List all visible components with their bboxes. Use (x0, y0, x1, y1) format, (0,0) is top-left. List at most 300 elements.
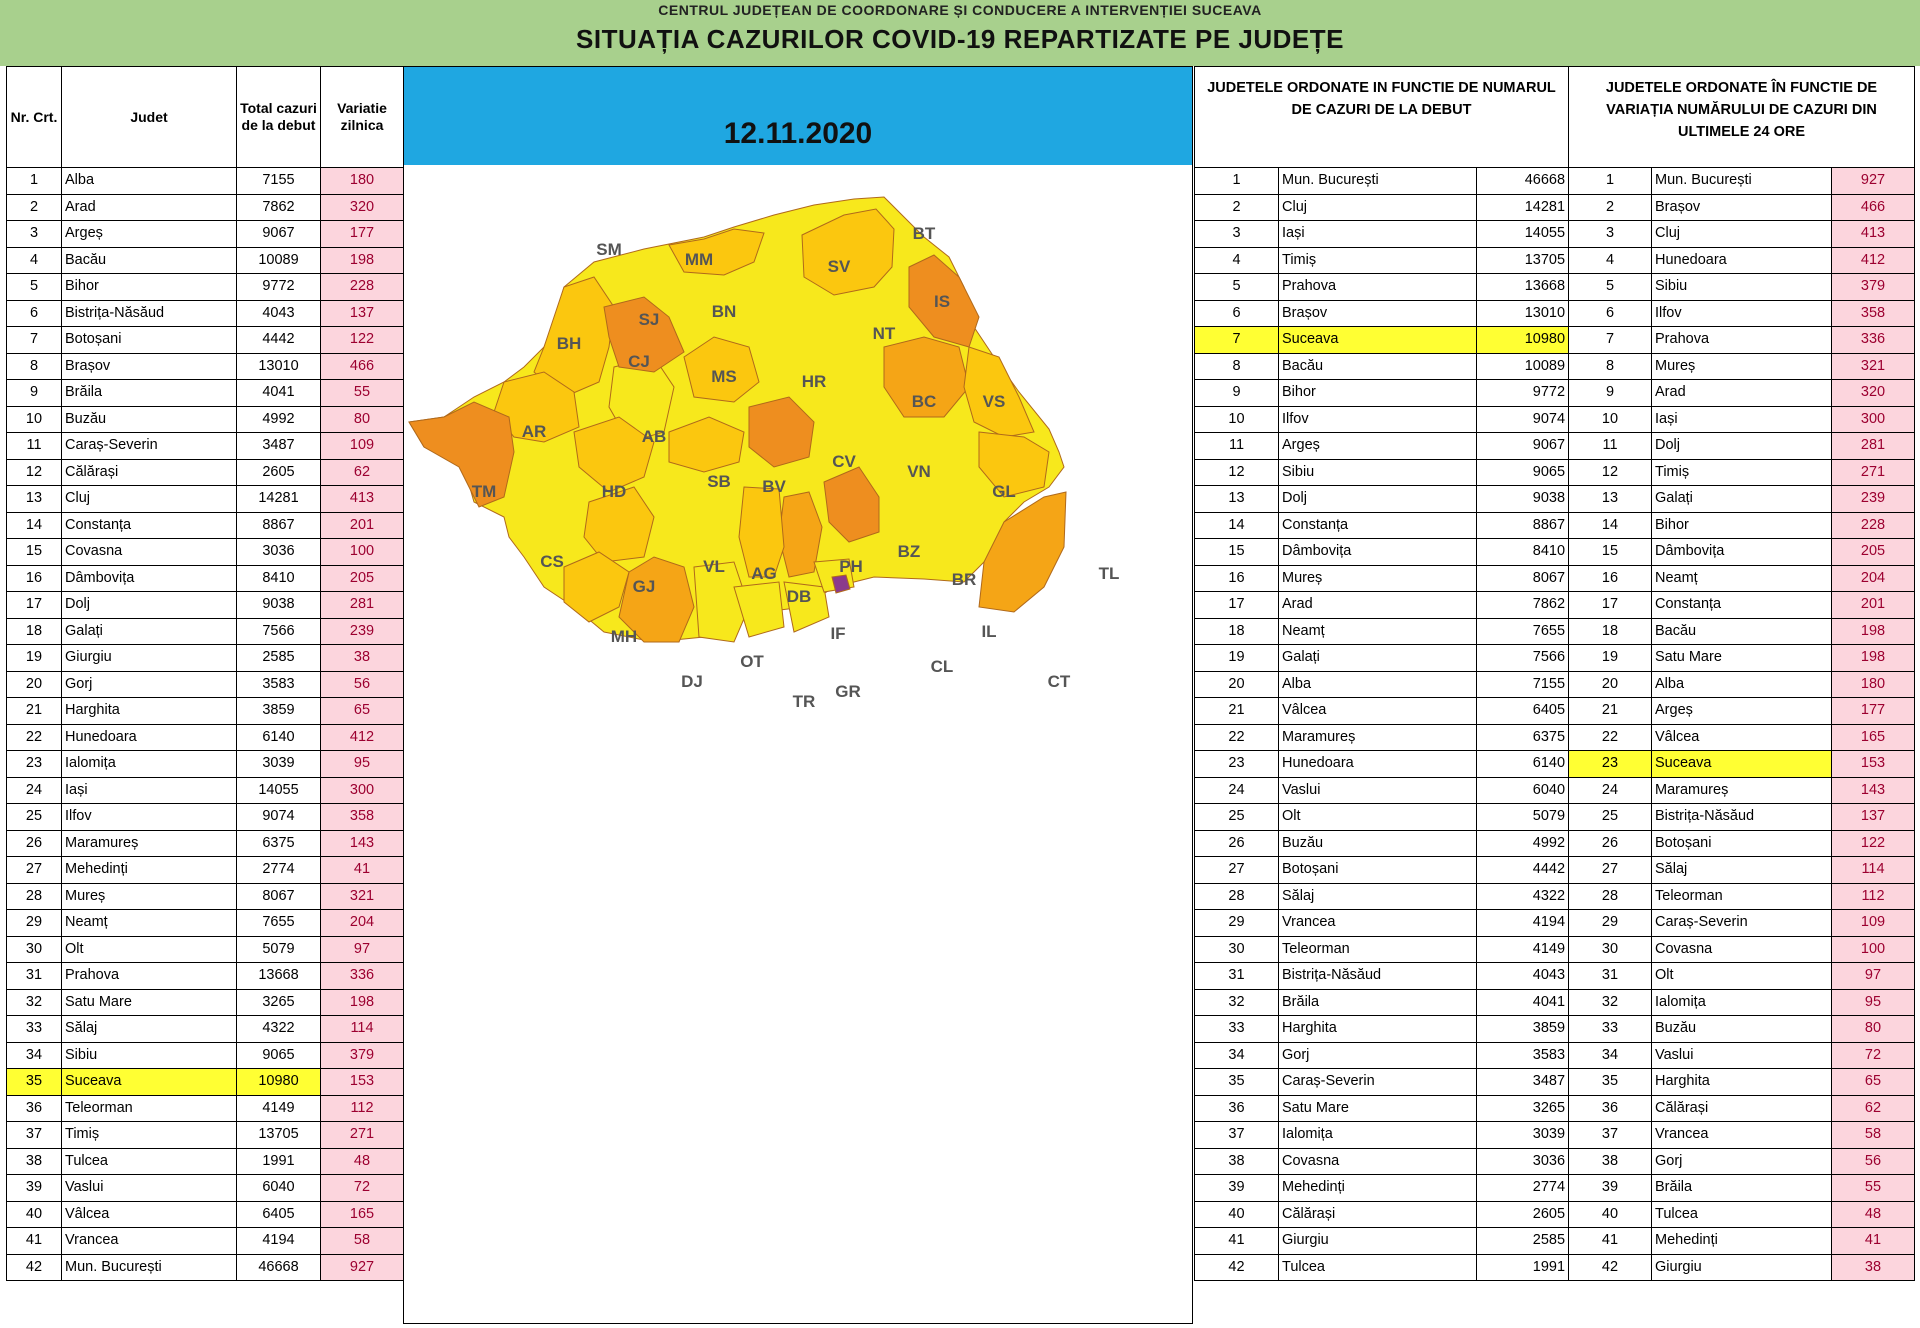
rank: 26 (1569, 830, 1652, 857)
table-row (1569, 804, 1915, 831)
row-number: 35 (7, 1069, 62, 1096)
table-row (1569, 486, 1915, 513)
total-cases: 4442 (237, 327, 321, 354)
daily-variation: 198 (1832, 645, 1915, 672)
daily-variation: 228 (321, 274, 404, 301)
county-name: Brăila (62, 380, 237, 407)
row-number: 29 (7, 910, 62, 937)
daily-variation: 122 (1832, 830, 1915, 857)
county-name: Brașov (62, 353, 237, 380)
table-row (1195, 247, 1569, 274)
row-number: 14 (7, 512, 62, 539)
table-row (7, 618, 404, 645)
county-name: Caraș-Severin (1279, 1069, 1477, 1096)
county-name: Alba (1652, 671, 1832, 698)
daily-variation: 379 (1832, 274, 1915, 301)
daily-variation: 413 (1832, 221, 1915, 248)
rank: 21 (1569, 698, 1652, 725)
daily-variation: 201 (1832, 592, 1915, 619)
table-row (7, 724, 404, 751)
county-label-bc: BC (911, 392, 937, 411)
county-name: Cluj (1652, 221, 1832, 248)
rank: 1 (1195, 168, 1279, 195)
county-name: Iași (1279, 221, 1477, 248)
table-row (1195, 1175, 1569, 1202)
table-row (1569, 168, 1915, 195)
table-row (7, 565, 404, 592)
county-name: Călărași (62, 459, 237, 486)
table-row (1195, 327, 1569, 354)
county-name: Iași (62, 777, 237, 804)
county-name: Ilfov (1279, 406, 1477, 433)
total-cases: 4041 (1477, 989, 1569, 1016)
county-label-sj: SJ (638, 310, 660, 329)
total-cases: 8067 (1477, 565, 1569, 592)
mid-table-panel (1194, 66, 1569, 1281)
row-number: 39 (7, 1175, 62, 1202)
daily-variation: 41 (321, 857, 404, 884)
total-cases: 9074 (1477, 406, 1569, 433)
rank: 19 (1569, 645, 1652, 672)
row-number: 2 (7, 194, 62, 221)
county-label-ot: OT (740, 652, 764, 671)
ranking-variation-header-text: JUDETELE ORDONATE ÎN FUNCTIE DE VARIAȚIA NUMĂRULUI DE CAZURI DIN ULTIMELE 24 ORE (1605, 80, 1878, 140)
county-name: Gorj (1652, 1148, 1832, 1175)
county-name: Giurgiu (1652, 1254, 1832, 1281)
row-number: 8 (7, 353, 62, 380)
total-cases: 46668 (237, 1254, 321, 1281)
county-name: Ialomița (62, 751, 237, 778)
county-name: Vrancea (1279, 910, 1477, 937)
county-name: Caraș-Severin (1652, 910, 1832, 937)
rank: 18 (1569, 618, 1652, 645)
rank: 34 (1195, 1042, 1279, 1069)
county-name: Sibiu (62, 1042, 237, 1069)
total-cases: 3859 (237, 698, 321, 725)
county-label-mh: MH (610, 627, 638, 646)
table-row (1195, 486, 1569, 513)
rank: 13 (1195, 486, 1279, 513)
total-cases: 8410 (1477, 539, 1569, 566)
total-cases: 3859 (1477, 1016, 1569, 1043)
table-row (7, 883, 404, 910)
county-label-mm: MM (684, 250, 714, 269)
county-name: Mun. București (1652, 168, 1832, 195)
row-number: 10 (7, 406, 62, 433)
table-row (1569, 777, 1915, 804)
total-cases: 6040 (1477, 777, 1569, 804)
table-row (1569, 724, 1915, 751)
county-label-b: B (829, 650, 835, 659)
county-name: Gorj (1279, 1042, 1477, 1069)
county-name: Bacău (62, 247, 237, 274)
county-name: Olt (1652, 963, 1832, 990)
county-name: Olt (62, 936, 237, 963)
county-name: Dâmbovița (1279, 539, 1477, 566)
table-row (1569, 1095, 1915, 1122)
row-number: 41 (7, 1228, 62, 1255)
rank: 22 (1195, 724, 1279, 751)
daily-variation: 114 (1832, 857, 1915, 884)
table-row (7, 1042, 404, 1069)
table-row (7, 1254, 404, 1281)
row-number: 26 (7, 830, 62, 857)
rank: 41 (1569, 1228, 1652, 1255)
table-row (1569, 406, 1915, 433)
daily-variation: 65 (1832, 1069, 1915, 1096)
total-cases: 10089 (1477, 353, 1569, 380)
county-name: Mehedinți (1279, 1175, 1477, 1202)
county-name: Vrancea (1652, 1122, 1832, 1149)
rank: 15 (1195, 539, 1279, 566)
row-number: 16 (7, 565, 62, 592)
rank: 20 (1195, 671, 1279, 698)
total-cases: 3583 (1477, 1042, 1569, 1069)
county-name: Covasna (1279, 1148, 1477, 1175)
daily-variation: 321 (1832, 353, 1915, 380)
table-row (1195, 804, 1569, 831)
county-name: Maramureș (62, 830, 237, 857)
county-name: Dâmbovița (1652, 539, 1832, 566)
county-name: Timiș (1652, 459, 1832, 486)
table-row (7, 1122, 404, 1149)
table-row (1569, 936, 1915, 963)
daily-variation: 143 (1832, 777, 1915, 804)
table-row (1569, 565, 1915, 592)
daily-variation: 412 (1832, 247, 1915, 274)
row-number: 13 (7, 486, 62, 513)
county-name: Sălaj (1279, 883, 1477, 910)
total-cases: 13668 (237, 963, 321, 990)
county-name: Teleorman (1652, 883, 1832, 910)
table-row (7, 989, 404, 1016)
rank: 12 (1195, 459, 1279, 486)
county-label-bz: BZ (897, 542, 921, 561)
table-row (7, 671, 404, 698)
county-label-sv: SV (827, 257, 851, 276)
county-name: Ilfov (62, 804, 237, 831)
table-row (1569, 698, 1915, 725)
county-name: Mehedinți (62, 857, 237, 884)
daily-variation: 56 (321, 671, 404, 698)
table-row (1569, 539, 1915, 566)
county-name: Timiș (62, 1122, 237, 1149)
row-number: 4 (7, 247, 62, 274)
rank: 42 (1569, 1254, 1652, 1281)
rank: 8 (1569, 353, 1652, 380)
county-name: Neamț (1652, 565, 1832, 592)
daily-variation: 271 (1832, 459, 1915, 486)
table-row (7, 1175, 404, 1202)
county-name: Suceava (1652, 751, 1832, 778)
total-cases: 3036 (1477, 1148, 1569, 1175)
total-cases: 2605 (237, 459, 321, 486)
county-name: Prahova (62, 963, 237, 990)
county-name: Arad (1652, 380, 1832, 407)
table-row (7, 353, 404, 380)
table-row (7, 247, 404, 274)
table-row (7, 1148, 404, 1175)
daily-variation: 413 (321, 486, 404, 513)
rank: 36 (1195, 1095, 1279, 1122)
table-row (1195, 592, 1569, 619)
table-row (1195, 380, 1569, 407)
table-row (1569, 459, 1915, 486)
county-label-vn: VN (907, 462, 931, 481)
county-name: Tulcea (1279, 1254, 1477, 1281)
rank: 5 (1195, 274, 1279, 301)
row-number: 12 (7, 459, 62, 486)
total-cases: 9038 (1477, 486, 1569, 513)
report-date: 12.11.2020 (723, 117, 873, 150)
county-name: Dolj (1279, 486, 1477, 513)
row-number: 9 (7, 380, 62, 407)
total-cases: 3036 (237, 539, 321, 566)
county-name: Tulcea (62, 1148, 237, 1175)
table-row (7, 698, 404, 725)
table-row (1569, 1228, 1915, 1255)
county-name: Bacău (1279, 353, 1477, 380)
county-name: Vaslui (1652, 1042, 1832, 1069)
county-label-ab: AB (641, 427, 667, 446)
county-name: Brașov (1652, 194, 1832, 221)
row-number: 19 (7, 645, 62, 672)
table-row (1195, 1069, 1569, 1096)
table-row (1195, 512, 1569, 539)
total-cases: 9074 (237, 804, 321, 831)
table-row (1569, 1201, 1915, 1228)
daily-variation: 320 (321, 194, 404, 221)
rank: 30 (1569, 936, 1652, 963)
table-row (1195, 936, 1569, 963)
daily-variation: 198 (321, 247, 404, 274)
total-cases: 7862 (237, 194, 321, 221)
daily-variation: 180 (321, 168, 404, 195)
total-cases: 4149 (237, 1095, 321, 1122)
rank: 24 (1195, 777, 1279, 804)
county-name: Maramureș (1279, 724, 1477, 751)
total-cases: 8867 (237, 512, 321, 539)
county-name: Mehedinți (1652, 1228, 1832, 1255)
county-name: Arad (62, 194, 237, 221)
rank: 1 (1569, 168, 1652, 195)
daily-variation: 336 (1832, 327, 1915, 354)
daily-variation: 137 (1832, 804, 1915, 831)
total-cases: 6140 (237, 724, 321, 751)
rank: 28 (1195, 883, 1279, 910)
daily-variation: 177 (1832, 698, 1915, 725)
total-cases: 3265 (237, 989, 321, 1016)
total-cases: 13010 (237, 353, 321, 380)
table-row (1195, 433, 1569, 460)
rank: 9 (1195, 380, 1279, 407)
table-row (7, 380, 404, 407)
total-cases: 5079 (237, 936, 321, 963)
total-cases: 14055 (1477, 221, 1569, 248)
county-name: Hunedoara (1652, 247, 1832, 274)
rank: 41 (1195, 1228, 1279, 1255)
county-name: Buzău (1279, 830, 1477, 857)
total-cases: 4992 (1477, 830, 1569, 857)
daily-variation: 281 (1832, 433, 1915, 460)
total-cases: 4194 (237, 1228, 321, 1255)
county-label-ar: AR (521, 422, 547, 441)
total-cases: 9065 (1477, 459, 1569, 486)
daily-variation: 271 (321, 1122, 404, 1149)
county-name: Buzău (62, 406, 237, 433)
table-row (7, 1201, 404, 1228)
daily-variation: 112 (1832, 883, 1915, 910)
table-row (1195, 221, 1569, 248)
county-name: Vaslui (62, 1175, 237, 1202)
total-cases: 10089 (237, 247, 321, 274)
table-row (1195, 698, 1569, 725)
daily-variation: 239 (1832, 486, 1915, 513)
daily-variation: 201 (321, 512, 404, 539)
table-row (1195, 1254, 1569, 1281)
table-row (1195, 1148, 1569, 1175)
rank: 27 (1569, 857, 1652, 884)
total-cases: 7155 (1477, 671, 1569, 698)
rank: 27 (1195, 857, 1279, 884)
total-cases: 1991 (1477, 1254, 1569, 1281)
county-label-sm: SM (596, 240, 622, 259)
county-name: Suceava (62, 1069, 237, 1096)
row-number: 21 (7, 698, 62, 725)
county-name: Neamț (62, 910, 237, 937)
rank: 6 (1569, 300, 1652, 327)
county-name: Arad (1279, 592, 1477, 619)
rank: 19 (1195, 645, 1279, 672)
rank: 26 (1195, 830, 1279, 857)
daily-variation: 38 (321, 645, 404, 672)
table-row (1569, 1069, 1915, 1096)
row-number: 30 (7, 936, 62, 963)
county-name: Mureș (1652, 353, 1832, 380)
county-name: Dolj (62, 592, 237, 619)
table-row (7, 751, 404, 778)
left-county-table (6, 66, 404, 1281)
county-name: Neamț (1279, 618, 1477, 645)
table-row (7, 910, 404, 937)
daily-variation: 97 (321, 936, 404, 963)
table-row (7, 1069, 404, 1096)
county-label-br: BR (951, 570, 977, 589)
daily-variation: 300 (321, 777, 404, 804)
total-cases: 8067 (237, 883, 321, 910)
table-row (1195, 857, 1569, 884)
county-name: Bihor (62, 274, 237, 301)
total-cases: 6375 (1477, 724, 1569, 751)
county-label-il: IL (981, 622, 997, 641)
total-cases: 7155 (237, 168, 321, 195)
county-name: Călărași (1279, 1201, 1477, 1228)
table-row (1569, 512, 1915, 539)
total-cases: 9065 (237, 1042, 321, 1069)
county-name: Timiș (1279, 247, 1477, 274)
daily-variation: 143 (321, 830, 404, 857)
county-label-is: IS (933, 292, 951, 311)
table-row (1569, 327, 1915, 354)
total-cases: 6375 (237, 830, 321, 857)
county-name: Vâlcea (1652, 724, 1832, 751)
county-name: Olt (1279, 804, 1477, 831)
daily-variation: 204 (321, 910, 404, 937)
county-name: Constanța (1652, 592, 1832, 619)
county-name: Brașov (1279, 300, 1477, 327)
table-row (1569, 1042, 1915, 1069)
county-name: Cluj (1279, 194, 1477, 221)
county-label-gr: GR (835, 682, 861, 701)
rank: 18 (1195, 618, 1279, 645)
daily-variation: 228 (1832, 512, 1915, 539)
county-name: Bistrița-Năsăud (62, 300, 237, 327)
total-cases: 9772 (1477, 380, 1569, 407)
county-label-cs: CS (540, 552, 564, 571)
rank: 7 (1569, 327, 1652, 354)
table-row (1195, 645, 1569, 672)
county-name: Harghita (1652, 1069, 1832, 1096)
rank: 13 (1569, 486, 1652, 513)
county-label-sb: SB (707, 472, 731, 491)
table-row (7, 168, 404, 195)
rank: 29 (1195, 910, 1279, 937)
rank: 17 (1195, 592, 1279, 619)
rank: 5 (1569, 274, 1652, 301)
county-label-vl: VL (703, 557, 725, 576)
rank: 4 (1195, 247, 1279, 274)
table-row (1195, 989, 1569, 1016)
ranking-variation-header (1569, 67, 1915, 168)
right-table-panel (1568, 66, 1915, 1281)
rank: 32 (1569, 989, 1652, 1016)
table-row (1195, 1016, 1569, 1043)
table-row (7, 406, 404, 433)
rank: 7 (1195, 327, 1279, 354)
county-name: Maramureș (1652, 777, 1832, 804)
ranking-total-table (1194, 66, 1569, 1281)
table-row (1569, 645, 1915, 672)
table-row (7, 804, 404, 831)
daily-variation: 198 (321, 989, 404, 1016)
daily-variation: 204 (1832, 565, 1915, 592)
daily-variation: 239 (321, 618, 404, 645)
daily-variation: 80 (1832, 1016, 1915, 1043)
daily-variation: 72 (1832, 1042, 1915, 1069)
row-number: 18 (7, 618, 62, 645)
county-name: Satu Mare (1279, 1095, 1477, 1122)
table-row (1195, 777, 1569, 804)
row-number: 3 (7, 221, 62, 248)
county-name: Covasna (62, 539, 237, 566)
rank: 33 (1569, 1016, 1652, 1043)
daily-variation: 466 (321, 353, 404, 380)
county-label-gj: GJ (632, 577, 656, 596)
total-cases: 6040 (237, 1175, 321, 1202)
total-cases: 4041 (237, 380, 321, 407)
table-row (7, 592, 404, 619)
map-panel (403, 66, 1193, 1324)
county-name: Vrancea (62, 1228, 237, 1255)
rank: 21 (1195, 698, 1279, 725)
rank: 8 (1195, 353, 1279, 380)
total-cases: 4043 (237, 300, 321, 327)
county-name: Teleorman (1279, 936, 1477, 963)
county-name: Dolj (1652, 433, 1832, 460)
total-cases: 7566 (1477, 645, 1569, 672)
row-number: 7 (7, 327, 62, 354)
daily-variation: 165 (1832, 724, 1915, 751)
